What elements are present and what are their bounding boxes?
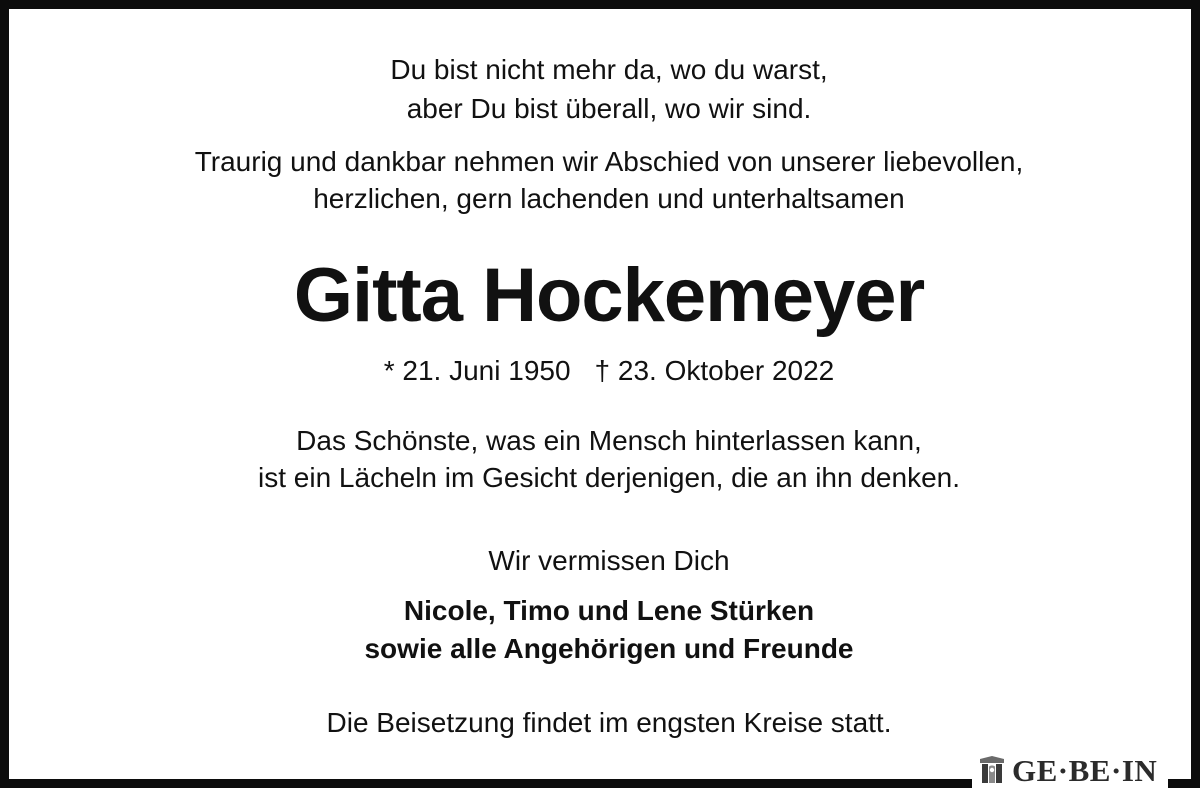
brand-logo <box>972 752 1168 788</box>
intro-line-2: herzlichen, gern lachenden und unterhaltsamen <box>313 183 905 214</box>
deceased-name: Gitta Hockemeyer <box>293 253 925 338</box>
mourners-line-1: Nicole, Timo und Lene Stürken <box>403 595 815 626</box>
verse-line-2: aber Du bist überall, wo wir sind. <box>406 93 812 124</box>
verse-line-1: Du bist nicht mehr da, wo du warst, <box>390 54 828 85</box>
quote-line-2: ist ein Lächeln im Gesicht derjenigen, die an ihn denken. <box>258 462 960 493</box>
intro-line-1: Traurig und dankbar nehmen wir Abschied von unserer liebevollen, <box>194 146 1024 177</box>
death-date: † 23. Oktober 2022 <box>594 355 835 386</box>
brand-text: GE·BE·IN <box>1012 752 1158 788</box>
farewell-text: Wir vermissen Dich <box>488 545 730 576</box>
life-dates <box>9 357 1200 385</box>
mourners-line-2: sowie alle Angehörigen und Freunde <box>364 633 854 664</box>
gebein-logo-icon <box>978 755 1006 785</box>
quote-line-1: Das Schönste, was ein Mensch hinterlassen kann, <box>296 425 922 456</box>
birth-date: * 21. Juni 1950 <box>383 355 571 386</box>
burial-notice: Die Beisetzung findet im engsten Kreise statt. <box>326 707 892 738</box>
